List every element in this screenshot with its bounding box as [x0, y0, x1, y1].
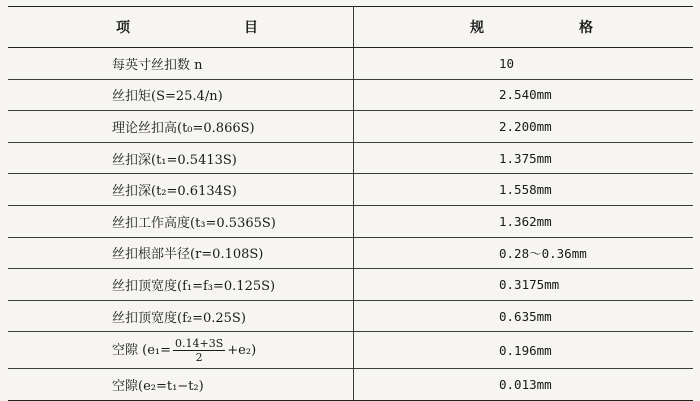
- row-spec: 2.540mm: [499, 87, 552, 103]
- row-spec: 0.013mm: [499, 377, 552, 393]
- row-item: 理论丝扣高(t₀=0.866S): [112, 120, 255, 136]
- table-row: [8, 111, 693, 143]
- row-item: 丝扣深(t₂=0.6134S): [112, 184, 237, 200]
- row-item-formula: [8, 337, 353, 364]
- table-row: [8, 79, 693, 111]
- row-spec: 1.558mm: [499, 182, 552, 198]
- formula-prefix: 空隙 (e₁=: [112, 342, 172, 358]
- table-row: [8, 369, 693, 401]
- table-row: [8, 205, 693, 237]
- table-row: [8, 269, 693, 301]
- table-header-row: [8, 7, 693, 48]
- header-item-char-2: 目: [244, 20, 258, 36]
- header-item: [8, 7, 354, 48]
- thread-spec-table: [8, 6, 693, 401]
- row-item: 丝扣顶宽度(f₁=f₃=0.125S): [112, 278, 276, 294]
- row-spec: 0.635mm: [499, 308, 552, 324]
- row-item: 空隙(e₂=t₁−t₂): [112, 379, 204, 395]
- row-spec: 10: [499, 55, 515, 71]
- formula-fraction: [173, 337, 225, 364]
- fraction-numerator: 0.14+3S: [175, 336, 224, 350]
- row-spec: 0.196mm: [499, 342, 552, 358]
- row-spec: 0.28～0.36mm: [499, 245, 587, 261]
- row-spec: 0.3175mm: [499, 276, 560, 292]
- row-item: 每英寸丝扣数 n: [112, 57, 203, 73]
- header-item-char-1: 项: [116, 20, 130, 36]
- row-spec: 1.362mm: [499, 213, 552, 229]
- row-item: 丝扣深(t₁=0.5413S): [112, 152, 237, 168]
- fraction-denominator: 2: [195, 350, 203, 364]
- row-spec: 2.200mm: [499, 118, 552, 134]
- row-spec: 1.375mm: [499, 150, 552, 166]
- header-spec-char-1: 规: [470, 20, 484, 36]
- table-row: [8, 300, 693, 332]
- row-item: 丝扣工作高度(t₃=0.5365S): [112, 215, 276, 231]
- table-row: [8, 48, 693, 80]
- row-item: 丝扣顶宽度(f₂=0.25S): [112, 310, 246, 326]
- table-row: [8, 174, 693, 206]
- table-row: [8, 142, 693, 174]
- header-spec: [354, 7, 694, 48]
- table-row: [8, 237, 693, 269]
- table-row: [8, 332, 693, 369]
- formula-suffix: +e₂): [227, 342, 257, 358]
- row-item: 丝扣根部半径(r=0.108S): [112, 247, 264, 263]
- row-item: 丝扣矩(S=25.4/n): [112, 89, 223, 105]
- header-spec-char-2: 格: [579, 20, 593, 36]
